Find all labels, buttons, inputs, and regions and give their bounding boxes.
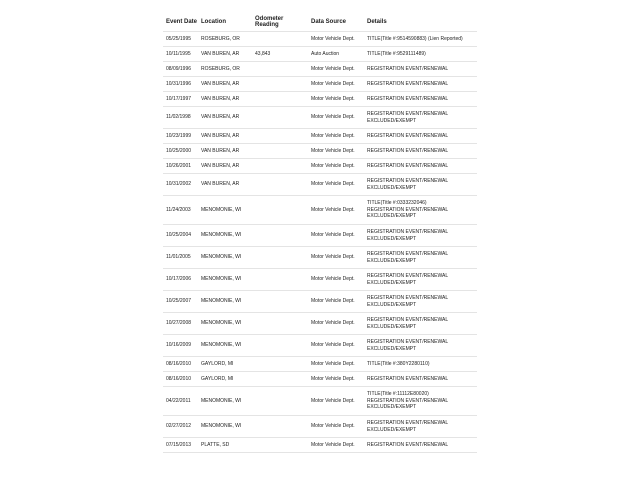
cell-location: MENOMONIE, WI [198, 313, 252, 335]
table-row [163, 335, 477, 357]
cell-location: MENOMONIE, WI [198, 416, 252, 438]
cell-details: REGISTRATION EVENT/RENEWAL [364, 372, 477, 387]
header-details: Details [367, 19, 387, 25]
cell-event-date: 05/25/1995 [163, 32, 198, 47]
table-row [163, 416, 477, 438]
cell-data-source: Motor Vehicle Dept. [308, 174, 364, 196]
cell-event-date: 04/22/2011 [163, 387, 198, 416]
cell-odometer: 43,843 [252, 47, 308, 62]
cell-location: MENOMONIE, WI [198, 196, 252, 225]
table-row [163, 196, 477, 225]
cell-odometer [252, 32, 308, 47]
cell-event-date: 10/11/1995 [163, 47, 198, 62]
table-row [163, 32, 477, 47]
cell-location: MENOMONIE, WI [198, 291, 252, 313]
cell-details: TITLE(Title #:9514590883) (Lien Reported) [364, 32, 477, 47]
cell-event-date: 07/15/2013 [163, 438, 198, 453]
cell-details: REGISTRATION EVENT/RENEWAL [364, 159, 477, 174]
table-row [163, 47, 477, 62]
cell-location: MENOMONIE, WI [198, 387, 252, 416]
cell-data-source: Motor Vehicle Dept. [308, 32, 364, 47]
cell-details: REGISTRATION EVENT/RENEWAL [364, 144, 477, 159]
cell-location: GAYLORD, MI [198, 357, 252, 372]
table-row [163, 77, 477, 92]
cell-details: REGISTRATION EVENT/RENEWAL [364, 438, 477, 453]
cell-details: REGISTRATION EVENT/RENEWAL [364, 62, 477, 77]
cell-location: ROSEBURG, OR [198, 32, 252, 47]
cell-details: REGISTRATION EVENT/RENEWAL EXCLUDED/EXEMPT [364, 269, 477, 291]
cell-data-source: Motor Vehicle Dept. [308, 107, 364, 129]
cell-event-date: 11/01/2005 [163, 247, 198, 269]
cell-odometer [252, 225, 308, 247]
header-event-date: Event Date [166, 19, 198, 25]
cell-data-source: Motor Vehicle Dept. [308, 387, 364, 416]
cell-data-source: Motor Vehicle Dept. [308, 438, 364, 453]
table-row [163, 247, 477, 269]
cell-odometer [252, 92, 308, 107]
table-row [163, 225, 477, 247]
cell-location: VAN BUREN, AR [198, 129, 252, 144]
table-row [163, 107, 477, 129]
cell-data-source: Motor Vehicle Dept. [308, 159, 364, 174]
table-row [163, 313, 477, 335]
cell-event-date: 10/27/2008 [163, 313, 198, 335]
cell-data-source: Motor Vehicle Dept. [308, 144, 364, 159]
table-row [163, 372, 477, 387]
cell-data-source: Motor Vehicle Dept. [308, 129, 364, 144]
cell-data-source: Motor Vehicle Dept. [308, 357, 364, 372]
cell-details: TITLE(Title #:11112E80020) REGISTRATION EVENT/RENEWAL EXCLUDED/EXEMPT [364, 387, 477, 416]
cell-details: REGISTRATION EVENT/RENEWAL EXCLUDED/EXEMPT [364, 247, 477, 269]
cell-location: MENOMONIE, WI [198, 247, 252, 269]
table-row [163, 269, 477, 291]
cell-location: VAN BUREN, AR [198, 47, 252, 62]
cell-odometer [252, 357, 308, 372]
cell-odometer [252, 269, 308, 291]
cell-odometer [252, 159, 308, 174]
cell-odometer [252, 129, 308, 144]
cell-details: REGISTRATION EVENT/RENEWAL EXCLUDED/EXEMPT [364, 416, 477, 438]
cell-odometer [252, 144, 308, 159]
cell-data-source: Motor Vehicle Dept. [308, 313, 364, 335]
table-row [163, 438, 477, 453]
cell-odometer [252, 387, 308, 416]
table-row [163, 291, 477, 313]
cell-location: VAN BUREN, AR [198, 107, 252, 129]
cell-event-date: 02/27/2012 [163, 416, 198, 438]
cell-data-source: Motor Vehicle Dept. [308, 416, 364, 438]
table-row [163, 387, 477, 416]
cell-location: VAN BUREN, AR [198, 144, 252, 159]
cell-event-date: 10/25/2000 [163, 144, 198, 159]
cell-data-source: Motor Vehicle Dept. [308, 62, 364, 77]
cell-details: REGISTRATION EVENT/RENEWAL EXCLUDED/EXEMPT [364, 313, 477, 335]
cell-event-date: 10/16/2009 [163, 335, 198, 357]
cell-data-source: Motor Vehicle Dept. [308, 247, 364, 269]
cell-location: PLATTE, SD [198, 438, 252, 453]
cell-location: VAN BUREN, AR [198, 92, 252, 107]
table-header-row [163, 13, 477, 32]
cell-data-source: Motor Vehicle Dept. [308, 335, 364, 357]
cell-location: ROSEBURG, OR [198, 62, 252, 77]
cell-data-source: Motor Vehicle Dept. [308, 291, 364, 313]
header-data-source: Data Source [311, 19, 347, 25]
cell-event-date: 08/16/2010 [163, 357, 198, 372]
cell-data-source: Motor Vehicle Dept. [308, 196, 364, 225]
cell-odometer [252, 77, 308, 92]
cell-details: REGISTRATION EVENT/RENEWAL EXCLUDED/EXEMPT [364, 225, 477, 247]
table-row [163, 357, 477, 372]
cell-event-date: 10/25/2004 [163, 225, 198, 247]
cell-details: REGISTRATION EVENT/RENEWAL [364, 129, 477, 144]
cell-event-date: 10/17/2006 [163, 269, 198, 291]
header-odometer-reading: Odometer Reading [255, 16, 284, 28]
cell-location: VAN BUREN, AR [198, 77, 252, 92]
cell-location: VAN BUREN, AR [198, 174, 252, 196]
cell-location: MENOMONIE, WI [198, 269, 252, 291]
vehicle-history-table [163, 13, 477, 453]
table-row [163, 159, 477, 174]
cell-event-date: 11/24/2003 [163, 196, 198, 225]
cell-odometer [252, 335, 308, 357]
cell-details: REGISTRATION EVENT/RENEWAL [364, 92, 477, 107]
table-row [163, 144, 477, 159]
table-row [163, 92, 477, 107]
cell-data-source: Motor Vehicle Dept. [308, 92, 364, 107]
table-row [163, 129, 477, 144]
cell-location: MENOMONIE, WI [198, 225, 252, 247]
cell-odometer [252, 174, 308, 196]
table-row [163, 62, 477, 77]
cell-location: VAN BUREN, AR [198, 159, 252, 174]
cell-data-source: Motor Vehicle Dept. [308, 225, 364, 247]
cell-odometer [252, 107, 308, 129]
cell-details: REGISTRATION EVENT/RENEWAL EXCLUDED/EXEMPT [364, 335, 477, 357]
cell-event-date: 11/02/1998 [163, 107, 198, 129]
header-location: Location [201, 19, 226, 25]
cell-data-source: Motor Vehicle Dept. [308, 77, 364, 92]
cell-odometer [252, 313, 308, 335]
cell-event-date: 10/31/1996 [163, 77, 198, 92]
cell-odometer [252, 372, 308, 387]
cell-event-date: 08/09/1996 [163, 62, 198, 77]
cell-event-date: 10/31/2002 [163, 174, 198, 196]
cell-event-date: 10/26/2001 [163, 159, 198, 174]
cell-event-date: 08/16/2010 [163, 372, 198, 387]
cell-event-date: 10/17/1997 [163, 92, 198, 107]
cell-odometer [252, 291, 308, 313]
cell-odometer [252, 438, 308, 453]
table-row [163, 174, 477, 196]
cell-details: REGISTRATION EVENT/RENEWAL EXCLUDED/EXEMPT [364, 174, 477, 196]
cell-details: TITLE(Title #:9529111489) [364, 47, 477, 62]
cell-data-source: Auto Auction [308, 47, 364, 62]
cell-odometer [252, 62, 308, 77]
cell-data-source: Motor Vehicle Dept. [308, 372, 364, 387]
cell-details: REGISTRATION EVENT/RENEWAL [364, 77, 477, 92]
cell-event-date: 10/25/2007 [163, 291, 198, 313]
cell-details: TITLE(Title #:0333232046) REGISTRATION EVENT/RENEWAL EXCLUDED/EXEMPT [364, 196, 477, 225]
cell-details: TITLE(Title #:380Y2280110) [364, 357, 477, 372]
cell-event-date: 10/23/1999 [163, 129, 198, 144]
cell-location: MENOMONIE, WI [198, 335, 252, 357]
cell-location: GAYLORD, MI [198, 372, 252, 387]
cell-data-source: Motor Vehicle Dept. [308, 269, 364, 291]
cell-details: REGISTRATION EVENT/RENEWAL EXCLUDED/EXEMPT [364, 107, 477, 129]
cell-odometer [252, 247, 308, 269]
cell-odometer [252, 196, 308, 225]
cell-details: REGISTRATION EVENT/RENEWAL EXCLUDED/EXEMPT [364, 291, 477, 313]
cell-odometer [252, 416, 308, 438]
